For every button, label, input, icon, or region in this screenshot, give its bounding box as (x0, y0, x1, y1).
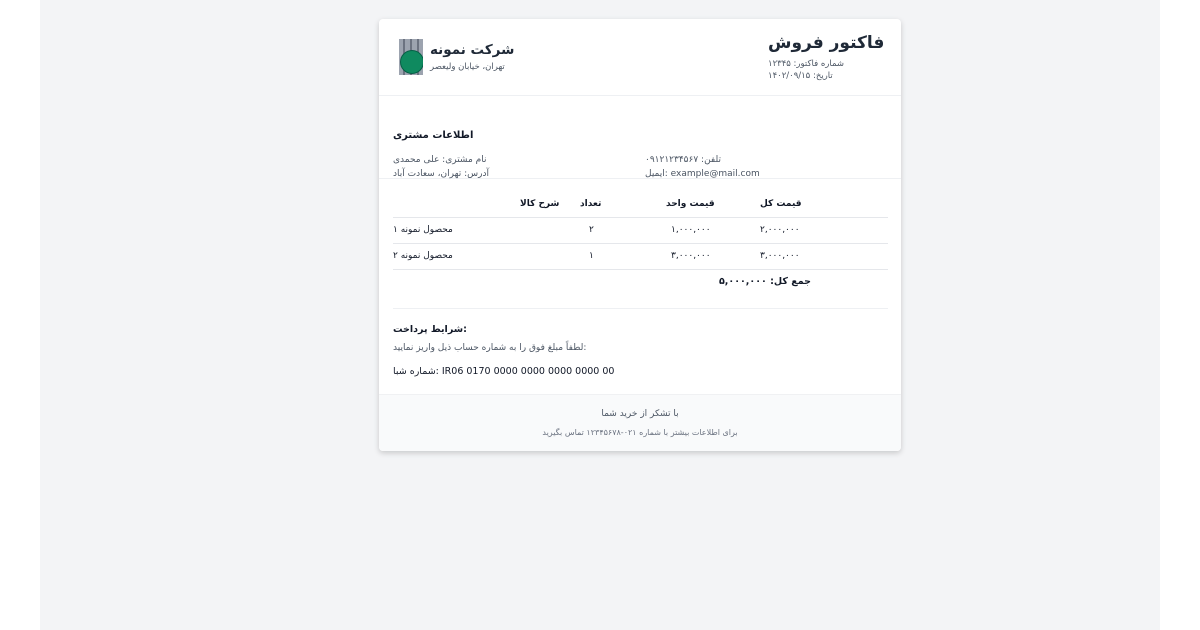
section-divider (393, 308, 888, 309)
invoice-title: فاکتور فروش (768, 33, 885, 53)
row2-total-price: ۳,۰۰۰,۰۰۰ (760, 251, 800, 261)
invoice-date: تاریخ: ۱۴۰۲/۰۹/۱۵ (768, 71, 833, 81)
customer-phone: تلفن: ۰۹۱۲۱۲۳۴۵۶۷ (645, 155, 721, 165)
company-name: شرکت نمونه (430, 42, 515, 58)
header-unit-price: قیمت واحد (666, 199, 715, 209)
table-divider (393, 243, 888, 244)
invoice-number: شماره فاکتور: ۱۲۳۴۵ (768, 59, 845, 69)
logo-emblem (400, 50, 423, 74)
row1-description: محصول نمونه ۱ (393, 225, 453, 235)
company-address: تهران، خیابان ولیعصر (430, 62, 505, 72)
customer-name: نام مشتری: علی محمدی (393, 155, 487, 165)
invoice-footer (379, 394, 901, 451)
invoice-card (379, 19, 901, 451)
customer-address: آدرس: تهران، سعادت آباد (393, 169, 489, 179)
company-logo (399, 39, 423, 75)
grand-total: جمع کل: ۵,۰۰۰,۰۰۰ (719, 276, 811, 287)
row1-unit-price: ۱,۰۰۰,۰۰۰ (671, 225, 711, 235)
header-quantity: تعداد (580, 199, 602, 209)
customer-section-title: اطلاعات مشتری (393, 130, 474, 141)
header-total-price: قیمت کل (760, 199, 802, 209)
invoice-header (379, 19, 901, 96)
row1-total-price: ۲,۰۰۰,۰۰۰ (760, 225, 800, 235)
customer-email: ایمیل: example@mail.com (645, 169, 760, 179)
iban-number: شماره شبا: IR06 0170 0000 0000 0000 0000 00 (393, 366, 615, 377)
header-description: شرح کالا (520, 199, 560, 209)
row2-quantity: ۱ (589, 251, 594, 261)
row2-description: محصول نمونه ۲ (393, 251, 453, 261)
payment-terms-title: شرایط پرداخت: (393, 324, 467, 335)
row1-quantity: ۲ (589, 225, 594, 235)
thank-you-note: با تشکر از خرید شما (601, 409, 679, 419)
contact-note: برای اطلاعات بیشتر با شماره ۰۲۱-۱۲۳۴۵۶۷۸ تماس بگیرید (542, 428, 738, 437)
payment-instruction: لطفاً مبلغ فوق را به شماره حساب ذیل واریز نمایید: (393, 343, 587, 353)
table-divider (393, 269, 888, 270)
row2-unit-price: ۳,۰۰۰,۰۰۰ (671, 251, 711, 261)
table-divider (393, 217, 888, 218)
page-background (40, 0, 1160, 630)
